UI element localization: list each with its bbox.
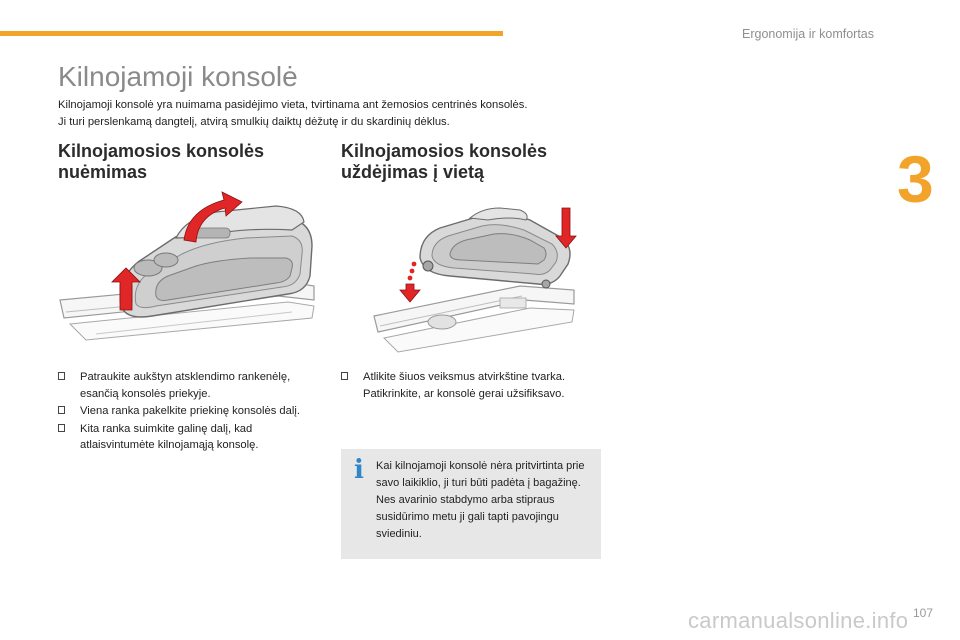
intro-text	[58, 97, 658, 131]
removal-heading-line-2: nuėmimas	[58, 162, 148, 182]
accent-bar	[0, 31, 503, 36]
checkbox-icon	[58, 424, 65, 432]
removal-step	[58, 369, 323, 402]
installation-heading	[341, 141, 547, 183]
removal-step-3-text: Kita ranka suimkite galinę dalį, kad atlaisvintumėte kilnojamąją konsolę.	[80, 422, 259, 451]
removal-step-2-text: Viena ranka pakelkite priekinę konsolės dalį.	[80, 405, 300, 417]
info-box	[341, 449, 601, 559]
installation-step-1-text: Atlikite šiuos veiksmus atvirkštine tvarka. Patikrinkite, ar konsolė gerai užsifiksavo.	[363, 371, 566, 400]
installation-heading-line-1: Kilnojamosios konsolės	[341, 141, 548, 161]
removal-step-1-text: Patraukite aukštyn atsklendimo rankenėlę, esančią konsolės priekyje.	[80, 371, 291, 400]
removal-heading	[58, 141, 264, 183]
info-icon: i	[354, 455, 364, 485]
section-header: Ergonomija ir komfortas	[742, 27, 874, 41]
checkbox-icon	[341, 372, 348, 380]
installation-heading-line-2: uždėjimas į vietą	[341, 162, 485, 182]
removal-step	[58, 403, 323, 420]
intro-line-2: Ji turi perslenkamą dangtelį, atvirą smulkių daiktų dėžutę ir du skardinių dėklus.	[58, 116, 450, 128]
removal-heading-line-1: Kilnojamosios konsolės	[58, 141, 265, 161]
removal-steps	[58, 369, 323, 455]
watermark: carmanualsonline.info	[688, 608, 909, 633]
checkbox-icon	[58, 372, 65, 380]
removal-illustration	[56, 188, 320, 356]
page-number: 107	[913, 606, 934, 620]
installation-step	[341, 369, 603, 402]
page-title: Kilnojamoji konsolė	[58, 61, 298, 92]
installation-illustration	[370, 204, 580, 356]
checkbox-icon	[58, 406, 65, 414]
removal-step	[58, 421, 323, 454]
info-text: Kai kilnojamoji konsolė nėra pritvirtinta prie savo laikiklio, ji turi būti padėta į bagažinę. Nes avarinio stabdymo arba stipraus susidūrimo metu ji gali tapti pavojingu sviediniu.	[376, 460, 585, 540]
installation-steps	[341, 369, 603, 403]
intro-line-1: Kilnojamoji konsolė yra nuimama pasidėjimo vieta, tvirtinama ant žemosios centrinės konsolės.	[58, 99, 528, 111]
chapter-number: 3	[897, 142, 934, 216]
